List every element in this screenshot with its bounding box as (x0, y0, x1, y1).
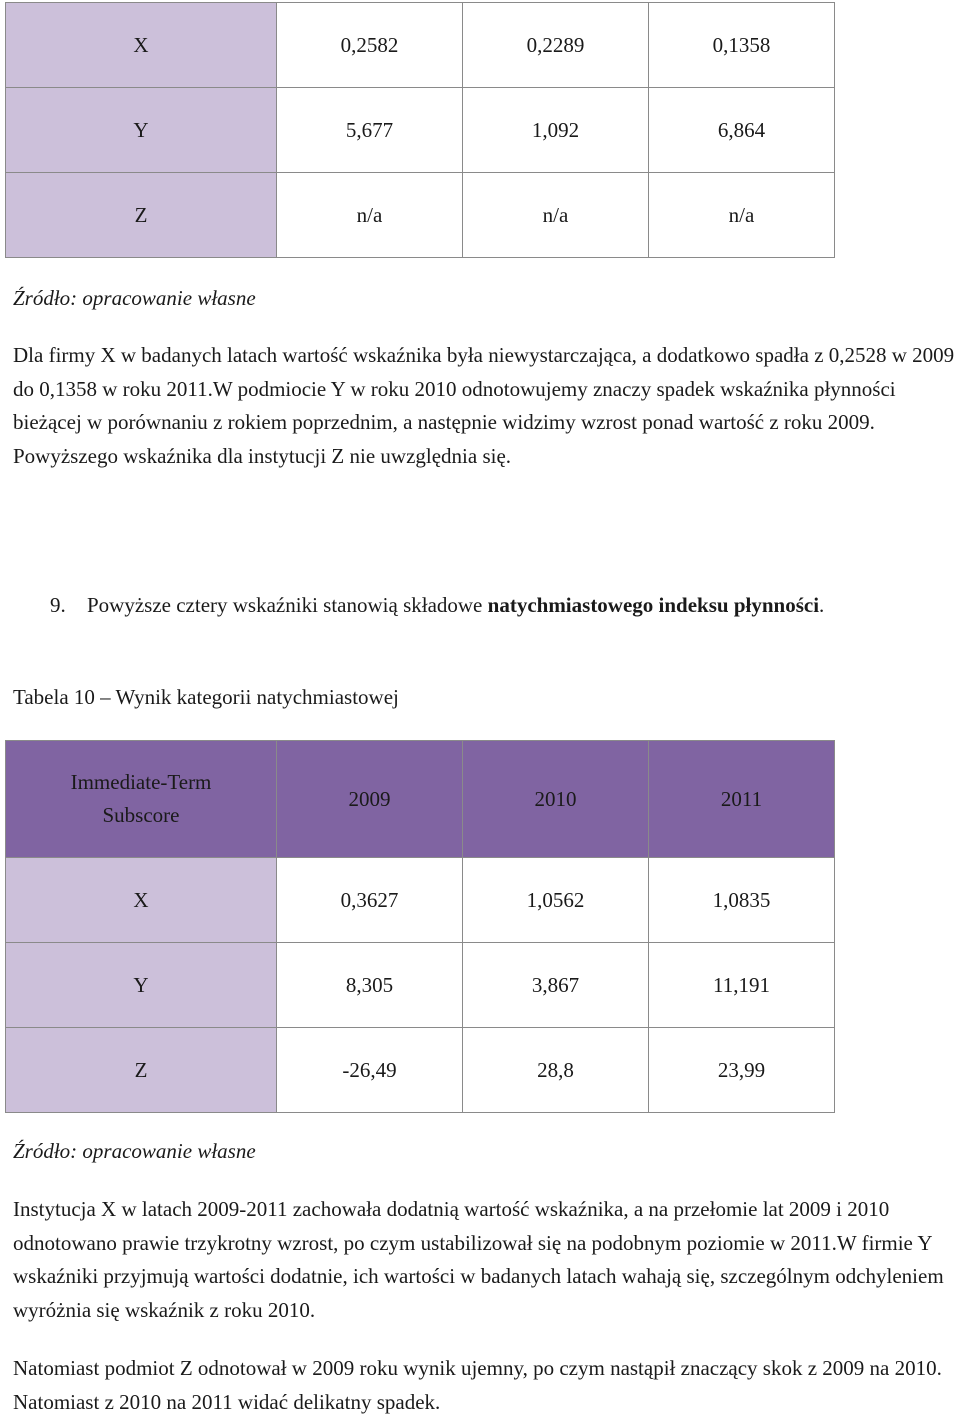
source-note: Źródło: opracowanie własne (13, 1139, 256, 1163)
table-header-row (6, 741, 835, 858)
table-cell: 0,2289 (463, 3, 649, 88)
table-cell: 23,99 (649, 1028, 835, 1113)
item-text (87, 589, 887, 623)
header-label-cell (6, 741, 277, 858)
header-year: 2010 (463, 741, 649, 858)
item-text-end: . (819, 593, 825, 617)
header-year: 2009 (277, 741, 463, 858)
table-row (6, 1028, 835, 1113)
source-note: Źródło: opracowanie własne (13, 286, 256, 310)
header-label: Immediate-Term Subscore (70, 770, 212, 827)
table-row (6, 3, 835, 88)
table-row (6, 943, 835, 1028)
row-label: Z (6, 173, 277, 258)
item-number: 9. (50, 593, 66, 617)
table-immediate-term (5, 740, 835, 1113)
paragraph-analysis-z: Natomiast podmiot Z odnotował w 2009 roku wynik ujemny, po czym nastąpił znaczący skok z 2009 na 2010. Natomiast z 2010 na 2011 widać delikatny spadek. (13, 1356, 942, 1414)
table-cell: 0,1358 (649, 3, 835, 88)
row-label: Y (6, 88, 277, 173)
table-cell: -26,49 (277, 1028, 463, 1113)
paragraph-analysis-immediate: Instytucja X w latach 2009-2011 zachowała dodatnią wartość wskaźnika, a na przełomie lat 2009 i 2010 odnotowano prawie trzykrotny wzrost, po czym ustabilizował się na podobnym poziomie w 2011.W firmie Y wskaźniki przyjmują wartości dodatnie, ich wartości w badanych latach wahają się, szczególnym odchyleniem wyróżnia się wskaźnik z roku 2010. (13, 1197, 944, 1322)
table-cell: 8,305 (277, 943, 463, 1028)
row-label: X (6, 3, 277, 88)
row-label: Z (6, 1028, 277, 1113)
table-cell: n/a (649, 173, 835, 258)
item-text-bold: natychmiastowego indeksu płynności (487, 593, 820, 617)
table-cell: 11,191 (649, 943, 835, 1028)
table-cell: n/a (463, 173, 649, 258)
table-cell: 28,8 (463, 1028, 649, 1113)
numbered-item (50, 589, 950, 623)
table-cell: 1,0562 (463, 858, 649, 943)
table-row (6, 858, 835, 943)
table-row (6, 88, 835, 173)
table-row (6, 173, 835, 258)
table-current-ratio (5, 2, 835, 258)
table-cell: 6,864 (649, 88, 835, 173)
paragraph-analysis-current: Dla firmy X w badanych latach wartość wskaźnika była niewystarczająca, a dodatkowo spadła z 0,2528 w 2009 do 0,1358 w roku 2011.W podmiocie Y w roku 2010 odnotowujemy znaczy spadek wskaźnika płynności bieżącej w porównaniu z rokiem poprzednim, a następnie widzimy wzrost ponad wartość z roku 2009. Powyższego wskaźnika dla instytucji Z nie uwzględnia się. (13, 343, 955, 468)
table-cell: 3,867 (463, 943, 649, 1028)
table-cell: 1,092 (463, 88, 649, 173)
header-year: 2011 (649, 741, 835, 858)
table-cell: 5,677 (277, 88, 463, 173)
table-cell: 1,0835 (649, 858, 835, 943)
table-cell: 0,3627 (277, 858, 463, 943)
row-label: Y (6, 943, 277, 1028)
table-cell: 0,2582 (277, 3, 463, 88)
row-label: X (6, 858, 277, 943)
item-text-regular: Powyższe cztery wskaźniki stanowią składowe (87, 593, 488, 617)
table-caption: Tabela 10 – Wynik kategorii natychmiastowej (13, 685, 399, 709)
table-cell: n/a (277, 173, 463, 258)
